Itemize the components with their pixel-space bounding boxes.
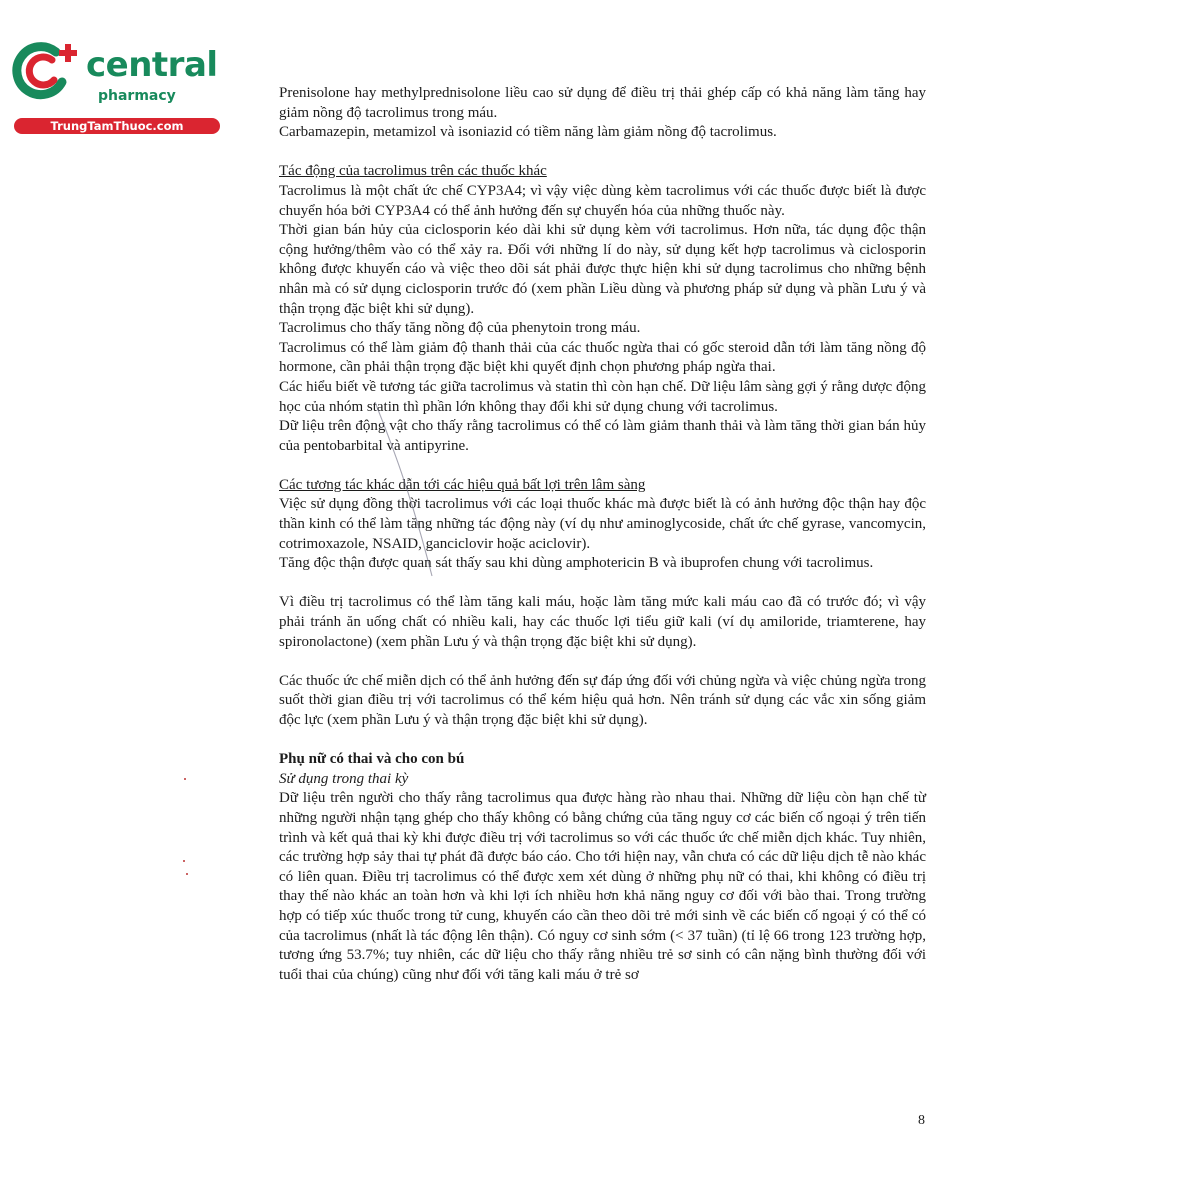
body-paragraph: Tacrolimus có thể làm giảm độ thanh thải của các thuốc ngừa thai có gốc steroid dẫn tới làm tăng nồng độ hormone, cần phải thận trọng đặc biệt khi quyết định chọn phương pháp ngừa thai. [279, 339, 926, 376]
body-paragraph: Tăng độc thận được quan sát thấy sau khi dùng amphotericin B và ibuprofen chung với tacrolimus. [279, 555, 874, 572]
pharmacy-cross-icon [10, 38, 80, 108]
body-paragraph: Vì điều trị tacrolimus có thể làm tăng kali máu, hoặc làm tăng mức kali máu cao đã có trước đó; vì vậy phải tránh ăn uống chất có nhiều kali, hay các thuốc lợi tiểu giữ kali (ví dụ amiloride, triamterene, hay spironolactone) (xem phần Lưu ý và thận trọng đặc biệt khi sử dụng). [279, 594, 926, 650]
scan-speck [184, 778, 186, 780]
body-paragraph: Prenisolone hay methylprednisolone liều cao sử dụng để điều trị thải ghép cấp có khả năng làm tăng hay giảm nồng độ tacrolimus trong máu. [279, 85, 926, 121]
body-paragraph: Tacrolimus là một chất ức chế CYP3A4; vì vậy việc dùng kèm tacrolimus với các thuốc được biết là được chuyển hóa bởi CYP3A4 có thể ảnh hưởng đến sự chuyển hóa của những thuốc này. [279, 182, 926, 219]
logo-name: central [86, 45, 218, 85]
subsection-title: Sử dụng trong thai kỳ [279, 770, 409, 787]
body-paragraph: Việc sử dụng đồng thời tacrolimus với các loại thuốc khác mà được biết là có ảnh hưởng độc thận hay độc thần kinh có thể làm tăng những tác động này (ví dụ như aminoglycoside, chất ức chế gyrase, vancomycin, cotrimoxazole, NSAID, ganciclovir hoặc aciclovir). [279, 496, 926, 552]
logo-subtitle: pharmacy [98, 88, 176, 104]
body-paragraph: Carbamazepin, metamizol và isoniazid có tiềm năng làm giảm nồng độ tacrolimus. [279, 124, 777, 141]
page-number: 8 [918, 1113, 925, 1128]
body-paragraph: Tacrolimus cho thấy tăng nồng độ của phenytoin trong máu. [279, 320, 641, 337]
pen-stroke-mark [370, 400, 460, 580]
logo-url-badge: TrungTamThuoc.com [14, 118, 220, 134]
body-paragraph: Thời gian bán hủy của ciclosporin kéo dài khi sử dụng kèm với tacrolimus. Hơn nữa, tác dụng độc thận cộng hưởng/thêm vào có thể xảy ra. Đối với những lí do này, sử dụng kết hợp tacrolimus và ciclosporin không được khuyến cáo và việc theo dõi sát phải được thực hiện khi sử dụng tacrolimus cho những bệnh nhân mà có sử dụng ciclosporin trước đó (xem phần Liều dùng và phương pháp sử dụng và phần Lưu ý và thận trọng đặc biệt khi sử dụng). [279, 222, 926, 317]
paragraph-spacer [279, 731, 926, 751]
section-heading: Các tương tác khác dẫn tới các hiệu quả bất lợi trên lâm sàng [279, 476, 646, 493]
paragraph-spacer [279, 652, 926, 672]
body-paragraph: Dữ liệu trên người cho thấy rằng tacrolimus qua được hàng rào nhau thai. Những dữ liệu còn hạn chế từ những người nhận tạng ghép cho thấy không có bằng chứng của tăng nguy cơ các biến cố ngoại ý trên tiến trình và kết quả thai kỳ khi được điều trị với tacrolimus so với các thuốc ức chế miễn dịch khác. Tuy nhiên, các trường hợp sảy thai tự phát đã được báo cáo. Cho tới hiện nay, vẫn chưa có các dữ liệu dịch tễ nào khác có liên quan. Điều trị tacrolimus có thể được xem xét dùng ở những phụ nữ có thai, khi không có điều trị thay thế nào khác an toàn hơn và khi lợi ích nhiều hơn khả năng nguy cơ đối với bào thai. Trong trường hợp có tiếp xúc thuốc trong tử cung, khuyến cáo cần theo dõi trẻ mới sinh về các biến cố ngoại ý có thể có của tacrolimus (nhất là tác động lên thận). Có nguy cơ sinh sớm (< 37 tuần) (tỉ lệ 66 trong 123 trường hợp, tương ứng 53.7%; tuy nhiên, các dữ liệu cho thấy rằng nhiều trẻ sơ sinh có cân nặng bình thường đối với tuổi thai của chúng) cũng như đối với tăng kali máu ở trẻ sơ [279, 790, 926, 983]
section-heading: Tác động của tacrolimus trên các thuốc khác [279, 163, 547, 180]
scan-speck [183, 860, 185, 862]
body-paragraph: Các hiểu biết về tương tác giữa tacrolimus và statin thì còn hạn chế. Dữ liệu lâm sàng gợi ý rằng dược động học của nhóm statin thì phần lớn không thay đổi khi sử dụng chung với tacrolimus. [279, 378, 926, 415]
central-pharmacy-logo [10, 38, 218, 138]
body-paragraph: Các thuốc ức chế miễn dịch có thể ảnh hưởng đến sự đáp ứng đối với chủng ngừa và việc chủng ngừa trong suốt thời gian điều trị với tacrolimus có thể kém hiệu quả hơn. Nên tránh sử dụng các vắc xin sống giảm độc lực (xem phần Lưu ý và thận trọng đặc biệt khi sử dụng). [279, 672, 926, 728]
section-title: Phụ nữ có thai và cho con bú [279, 751, 465, 768]
body-paragraph: Dữ liệu trên động vật cho thấy rằng tacrolimus có thể có làm giảm thanh thải và làm tăng thời gian bán hủy của pentobarbital và antipyrine. [279, 418, 926, 454]
paragraph-spacer [279, 143, 926, 163]
scan-speck [186, 873, 188, 875]
